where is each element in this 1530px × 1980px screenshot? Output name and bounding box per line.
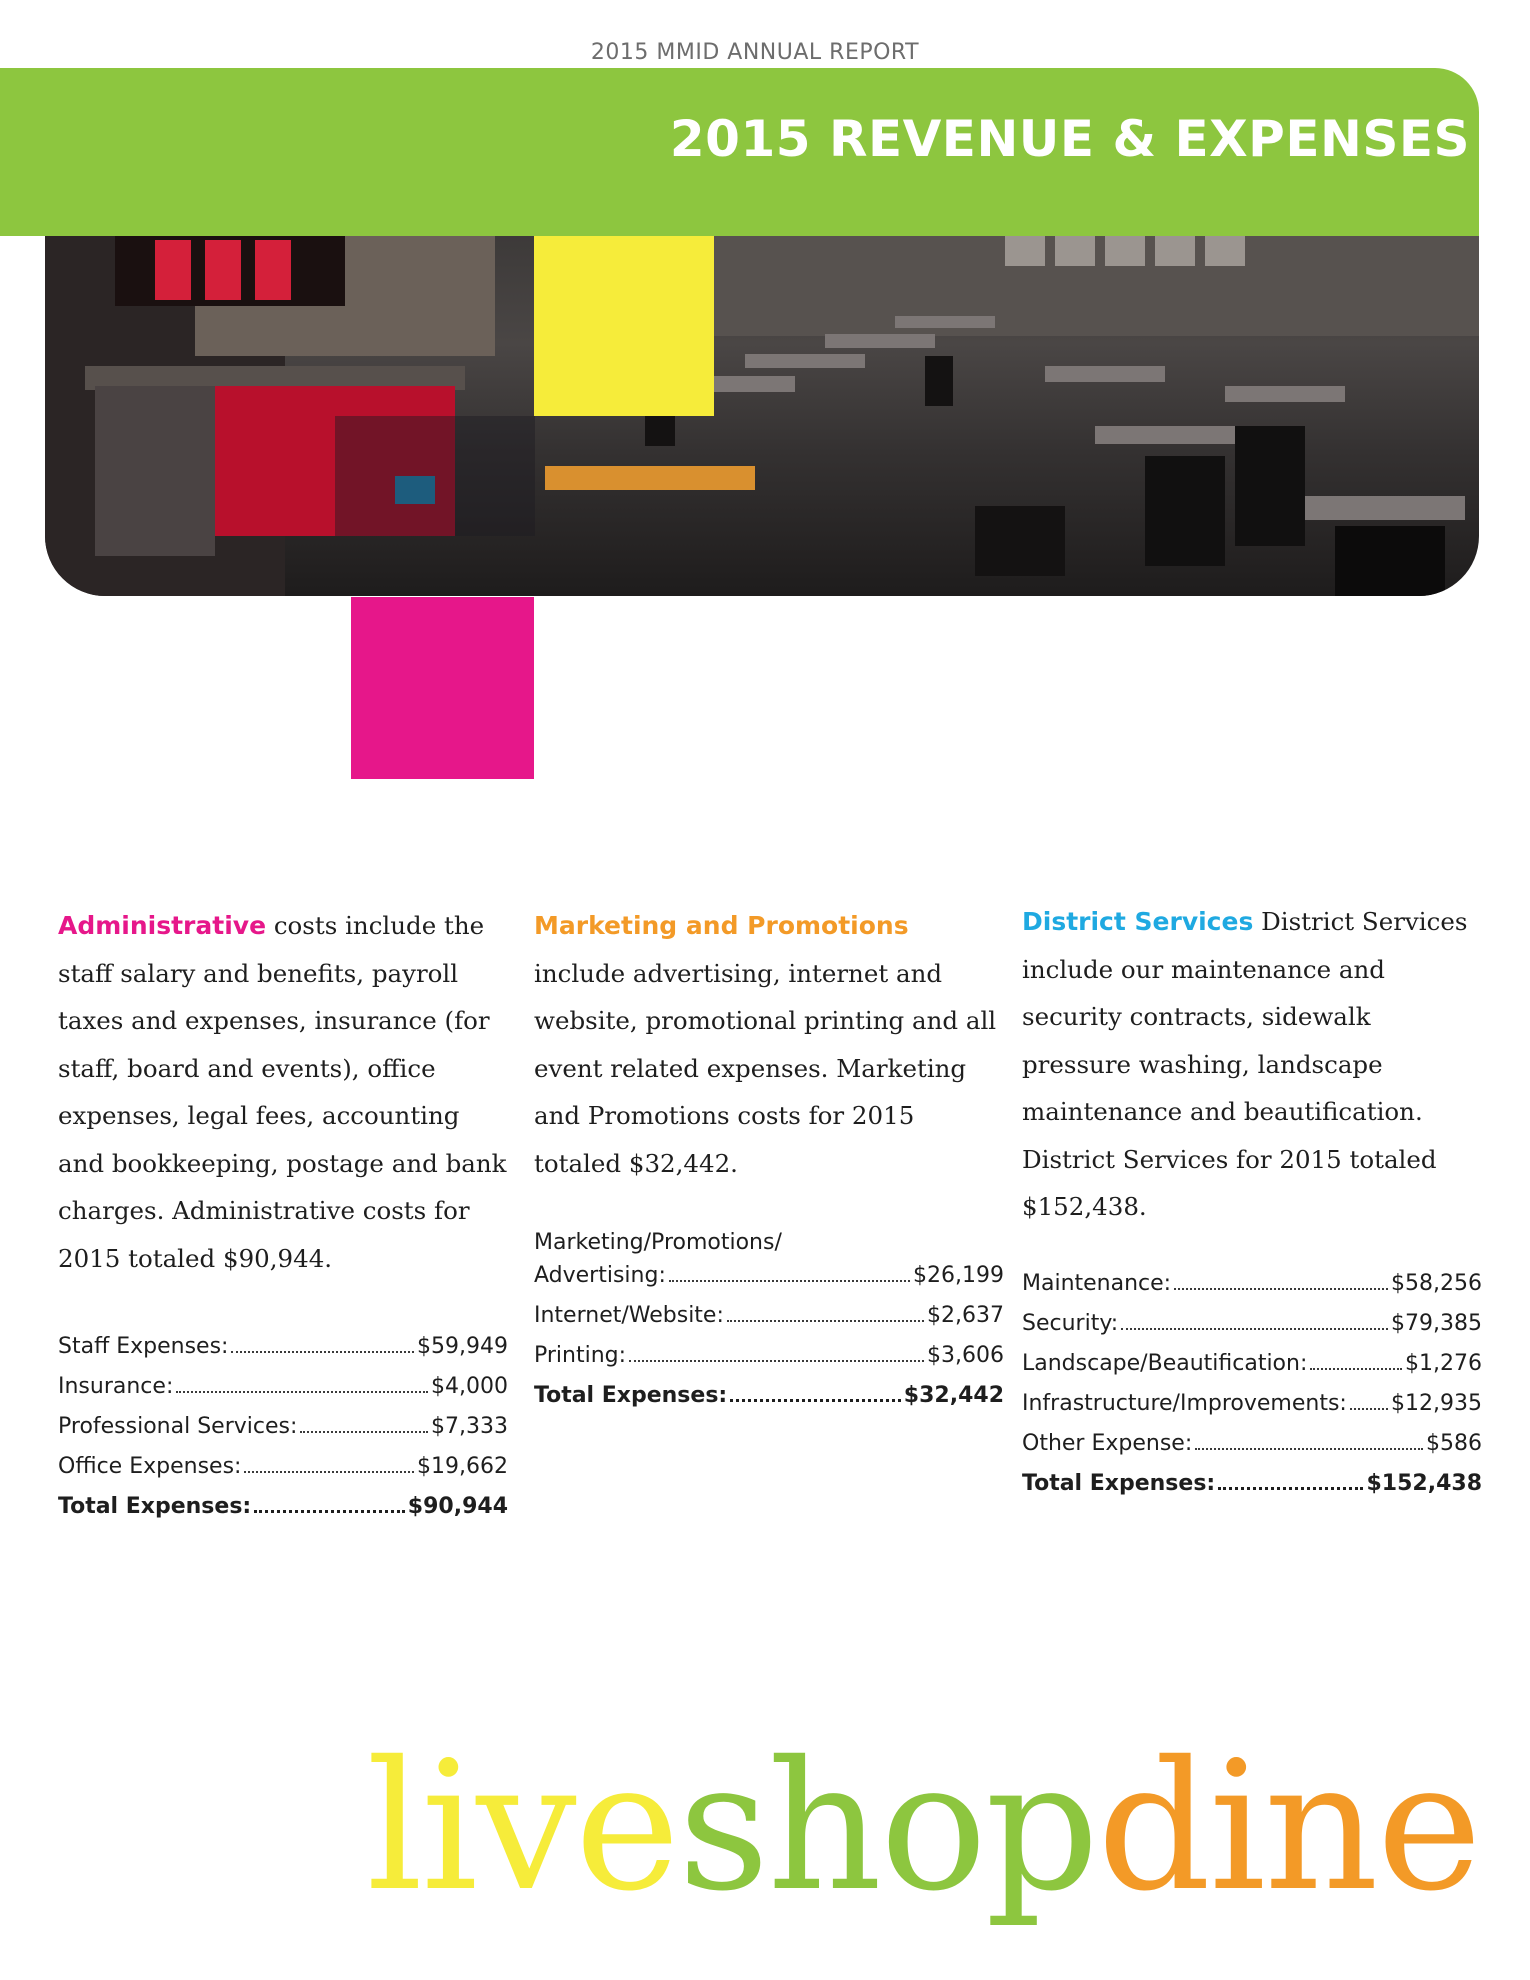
administrative-intro-text: costs include the staff salary and benefits, payroll taxes and expenses, insurance (for staff, board and events), office expenses, legal fees, accounting and bookkeeping, postage and bank charges. Administrative costs for 2015 totaled $90,944. — [58, 911, 507, 1273]
wall-art — [1055, 236, 1095, 266]
magenta-accent-square — [351, 597, 534, 779]
district-services-column — [1022, 898, 1482, 1511]
ledger-amount: $12,935 — [1391, 1390, 1482, 1416]
tagline-live: live — [366, 1723, 679, 1930]
leader-dots — [244, 1471, 414, 1473]
ledger-amount: $79,385 — [1391, 1310, 1482, 1336]
ledger-label: Landscape/Beautification: — [1022, 1350, 1308, 1376]
chair — [975, 506, 1065, 576]
district-services-intro — [1022, 898, 1482, 1231]
leader-dots — [1350, 1408, 1388, 1410]
leader-dots — [300, 1431, 428, 1433]
ledger-label: Professional Services: — [58, 1414, 298, 1439]
wall-art — [1005, 236, 1045, 266]
ledger-total-row — [534, 1383, 1004, 1423]
ledger-amount: $7,333 — [431, 1414, 508, 1439]
red-light-panel — [255, 240, 291, 300]
ledger-amount: $4,000 — [431, 1374, 508, 1399]
ledger-total-amount: $152,438 — [1366, 1470, 1482, 1496]
ledger-heading: Marketing/Promotions/ — [534, 1230, 782, 1255]
ledger-total-amount: $32,442 — [903, 1383, 1004, 1408]
chair — [1145, 456, 1225, 566]
leader-dots — [727, 1320, 924, 1322]
shadow-overlay — [335, 416, 535, 536]
leader-dots — [176, 1391, 428, 1393]
tagline-shop: shop — [678, 1723, 1098, 1930]
restaurant-photo — [45, 236, 1479, 596]
leader-dots — [1310, 1368, 1402, 1370]
ledger-row — [1022, 1431, 1482, 1471]
ledger-label: Infrastructure/Improvements: — [1022, 1390, 1347, 1416]
yellow-accent-square — [534, 236, 714, 416]
ledger-label: Advertising: — [534, 1263, 666, 1288]
administrative-ledger — [58, 1334, 508, 1534]
leader-dots — [1174, 1288, 1388, 1290]
ledger-total-label: Total Expenses: — [1022, 1470, 1216, 1496]
administrative-intro — [58, 902, 508, 1282]
ledger-row — [1022, 1271, 1482, 1311]
report-label: 2015 MMID ANNUAL REPORT — [590, 40, 920, 65]
leader-dots — [231, 1351, 414, 1353]
ledger-row — [534, 1343, 1004, 1383]
chair — [1335, 526, 1445, 596]
ledger-row — [58, 1374, 508, 1414]
ledger-amount: $26,199 — [913, 1263, 1004, 1288]
ledger-row — [534, 1303, 1004, 1343]
leader-dots — [1121, 1328, 1388, 1330]
ledger-total-row — [1022, 1471, 1482, 1511]
leader-dots — [730, 1399, 901, 1402]
marketing-lead: Marketing and Promotions — [534, 911, 909, 940]
wall-art — [1205, 236, 1245, 266]
ledger-row — [58, 1454, 508, 1494]
ledger-label: Office Expenses: — [58, 1454, 242, 1479]
ledger-amount: $1,276 — [1405, 1350, 1482, 1376]
ledger-row — [58, 1334, 508, 1374]
marketing-column — [534, 902, 1004, 1423]
wall-art — [1105, 236, 1145, 266]
lit-table — [545, 466, 755, 490]
ledger-amount: $58,256 — [1391, 1270, 1482, 1296]
district-services-intro-text: District Services include our maintenance and security contracts, sidewalk pressure washing, landscape maintenance and beautification. District Services for 2015 totaled $152,438. — [1022, 907, 1468, 1221]
ledger-amount: $2,637 — [927, 1303, 1004, 1328]
dining-table — [1225, 386, 1345, 402]
red-light-panel — [205, 240, 241, 300]
ledger-total-row — [58, 1494, 508, 1534]
leader-dots — [629, 1360, 924, 1362]
wall-art — [1155, 236, 1195, 266]
ledger-amount: $3,606 — [927, 1343, 1004, 1368]
bar-end — [95, 386, 215, 556]
ledger-label: Other Expense: — [1022, 1430, 1193, 1456]
dining-table — [1095, 426, 1235, 444]
ledger-label: Staff Expenses: — [58, 1334, 229, 1359]
ledger-row — [1022, 1351, 1482, 1391]
tagline-dine: dine — [1097, 1723, 1480, 1930]
dining-table — [1045, 366, 1165, 382]
ledger-row — [534, 1263, 1004, 1303]
ledger-row — [1022, 1311, 1482, 1351]
ledger-row — [58, 1414, 508, 1454]
dining-table — [825, 334, 935, 348]
ledger-label: Security: — [1022, 1310, 1119, 1336]
leader-dots — [254, 1510, 405, 1513]
district-services-ledger — [1022, 1271, 1482, 1511]
marketing-ledger — [534, 1223, 1004, 1423]
ledger-amount: $59,949 — [417, 1334, 508, 1359]
marketing-intro — [534, 902, 1004, 1187]
ledger-label: Internet/Website: — [534, 1303, 724, 1328]
section-title: 2015 REVENUE & EXPENSES — [669, 110, 1470, 168]
leader-dots — [1195, 1448, 1423, 1450]
chair — [925, 356, 953, 406]
marketing-intro-text: include advertising, internet and website, promotional printing and all event related expenses. Marketing and Promotions costs for 2015 totaled $32,442. — [534, 958, 997, 1178]
ledger-label: Maintenance: — [1022, 1270, 1172, 1296]
dining-table — [745, 354, 865, 368]
chair — [1235, 426, 1305, 546]
ledger-label: Insurance: — [58, 1374, 174, 1399]
restaurant-photo-illustration — [45, 236, 1479, 596]
leader-dots — [669, 1280, 910, 1282]
administrative-column — [58, 902, 508, 1534]
red-light-panel — [155, 240, 191, 300]
administrative-lead: Administrative — [58, 911, 267, 940]
ledger-amount: $19,662 — [417, 1454, 508, 1479]
ledger-label: Printing: — [534, 1343, 627, 1368]
tagline-logo — [366, 1723, 1480, 1930]
ledger-total-amount: $90,944 — [407, 1494, 508, 1519]
ledger-total-label: Total Expenses: — [58, 1494, 252, 1519]
district-services-lead: District Services — [1022, 907, 1254, 936]
ledger-total-label: Total Expenses: — [534, 1383, 728, 1408]
dining-table — [895, 316, 995, 328]
ledger-amount: $586 — [1426, 1430, 1482, 1456]
ledger-row — [1022, 1391, 1482, 1431]
leader-dots — [1218, 1487, 1363, 1490]
